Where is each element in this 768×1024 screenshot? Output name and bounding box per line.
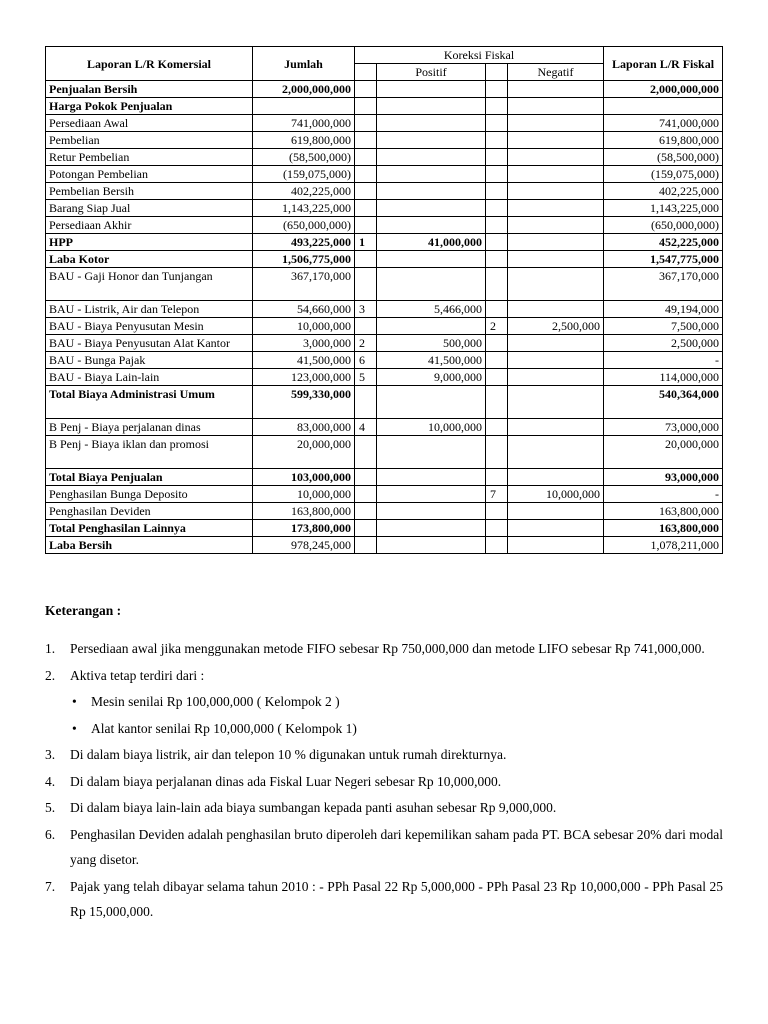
cell-neg-no — [486, 200, 508, 217]
cell-neg-val — [508, 335, 604, 352]
table-row — [46, 98, 723, 115]
header-jumlah: Jumlah — [253, 47, 355, 81]
cell-neg-no: 7 — [486, 486, 508, 503]
cell-neg-val — [508, 268, 604, 301]
cell-fiskal: 619,800,000 — [604, 132, 723, 149]
cell-fiskal: 1,078,211,000 — [604, 537, 723, 554]
cell-fiskal: - — [604, 352, 723, 369]
cell-jumlah: 163,800,000 — [253, 503, 355, 520]
cell-pos-val — [377, 318, 486, 335]
cell-jumlah: 3,000,000 — [253, 335, 355, 352]
cell-neg-val — [508, 537, 604, 554]
cell-pos-val: 9,000,000 — [377, 369, 486, 386]
header-positif: Positif — [377, 64, 486, 81]
cell-pos-val — [377, 132, 486, 149]
cell-neg-val — [508, 98, 604, 115]
cell-pos-val — [377, 268, 486, 301]
cell-fiskal: 367,170,000 — [604, 268, 723, 301]
cell-fiskal: 2,500,000 — [604, 335, 723, 352]
cell-fiskal: 49,194,000 — [604, 301, 723, 318]
cell-pos-val: 41,500,000 — [377, 352, 486, 369]
cell-pos-no — [355, 436, 377, 469]
cell-pos-val — [377, 166, 486, 183]
note-item — [45, 769, 723, 795]
cell-pos-no — [355, 386, 377, 419]
cell-label: Total Biaya Penjualan — [46, 469, 253, 486]
cell-jumlah: 493,225,000 — [253, 234, 355, 251]
table-row — [46, 436, 723, 469]
notes-section — [45, 603, 723, 926]
note-text: Mesin senilai Rp 100,000,000 ( Kelompok 2 ) — [91, 694, 340, 709]
note-item — [45, 742, 723, 768]
cell-pos-no: 5 — [355, 369, 377, 386]
cell-neg-val — [508, 149, 604, 166]
table-row — [46, 537, 723, 554]
note-text: Di dalam biaya perjalanan dinas ada Fiskal Luar Negeri sebesar Rp 10,000,000. — [70, 773, 502, 789]
cell-jumlah: 2,000,000,000 — [253, 81, 355, 98]
note-number: 2. — [45, 667, 56, 683]
cell-label: BAU - Gaji Honor dan Tunjangan — [46, 268, 253, 301]
cell-pos-no — [355, 486, 377, 503]
header-fiskal: Laporan L/R Fiskal — [604, 47, 723, 81]
note-item — [45, 795, 723, 821]
cell-label: Total Penghasilan Lainnya — [46, 520, 253, 537]
cell-pos-val: 10,000,000 — [377, 419, 486, 436]
note-text: Aktiva tetap terdiri dari : — [70, 667, 205, 683]
note-text: Di dalam biaya lain-lain ada biaya sumbangan kepada panti asuhan sebesar Rp 9,000,000. — [70, 800, 557, 815]
cell-label: Laba Kotor — [46, 251, 253, 268]
note-text: Penghasilan Deviden adalah penghasilan bruto diperoleh dari kepemilikan saham pada PT. BCA sebesar 20% dari modal yang disetor. — [70, 826, 723, 867]
note-number: 1. — [45, 641, 56, 656]
note-item — [45, 822, 723, 873]
cell-pos-no — [355, 217, 377, 234]
cell-pos-val — [377, 520, 486, 537]
cell-fiskal: 2,000,000,000 — [604, 81, 723, 98]
table-row — [46, 520, 723, 537]
cell-label: Penjualan Bersih — [46, 81, 253, 98]
cell-jumlah: 619,800,000 — [253, 132, 355, 149]
notes-heading: Keterangan : — [45, 603, 122, 618]
table-row — [46, 234, 723, 251]
cell-pos-no — [355, 98, 377, 115]
cell-jumlah: 741,000,000 — [253, 115, 355, 132]
cell-label: Pembelian — [46, 132, 253, 149]
note-number: 3. — [45, 747, 56, 762]
cell-fiskal: 7,500,000 — [604, 318, 723, 335]
note-number: 5. — [45, 800, 56, 815]
cell-pos-no — [355, 166, 377, 183]
notes-list — [45, 636, 723, 925]
cell-jumlah — [253, 98, 355, 115]
cell-fiskal: 452,225,000 — [604, 234, 723, 251]
cell-pos-no — [355, 469, 377, 486]
cell-jumlah: 83,000,000 — [253, 419, 355, 436]
cell-label: Penghasilan Bunga Deposito — [46, 486, 253, 503]
cell-neg-val — [508, 369, 604, 386]
cell-neg-no — [486, 520, 508, 537]
note-number: 6. — [45, 826, 56, 842]
note-number: 7. — [45, 878, 56, 894]
note-text: Di dalam biaya listrik, air dan telepon 10 % digunakan untuk rumah direkturnya. — [70, 747, 507, 762]
table-row — [46, 486, 723, 503]
cell-fiskal: 1,143,225,000 — [604, 200, 723, 217]
cell-neg-no — [486, 98, 508, 115]
cell-jumlah: 978,245,000 — [253, 537, 355, 554]
cell-label: BAU - Biaya Lain-lain — [46, 369, 253, 386]
cell-jumlah: 173,800,000 — [253, 520, 355, 537]
cell-fiskal: 163,800,000 — [604, 520, 723, 537]
cell-neg-val — [508, 217, 604, 234]
note-bullet — [45, 689, 723, 715]
table-row — [46, 352, 723, 369]
cell-neg-val — [508, 436, 604, 469]
cell-neg-no — [486, 335, 508, 352]
cell-pos-no — [355, 149, 377, 166]
cell-pos-val — [377, 183, 486, 200]
cell-fiskal: 1,547,775,000 — [604, 251, 723, 268]
bullet-icon: • — [72, 720, 77, 736]
cell-neg-no — [486, 537, 508, 554]
cell-pos-no — [355, 183, 377, 200]
table-row — [46, 503, 723, 520]
cell-neg-val — [508, 301, 604, 318]
table-row — [46, 369, 723, 386]
cell-neg-no — [486, 419, 508, 436]
cell-neg-val — [508, 166, 604, 183]
cell-pos-val — [377, 200, 486, 217]
cell-pos-val — [377, 486, 486, 503]
table-row — [46, 81, 723, 98]
cell-neg-val — [508, 386, 604, 419]
cell-neg-val — [508, 503, 604, 520]
cell-pos-val: 5,466,000 — [377, 301, 486, 318]
cell-pos-val: 41,000,000 — [377, 234, 486, 251]
cell-jumlah: 20,000,000 — [253, 436, 355, 469]
note-number: 4. — [45, 773, 56, 789]
cell-pos-val — [377, 436, 486, 469]
cell-pos-val — [377, 149, 486, 166]
cell-neg-val — [508, 115, 604, 132]
cell-label: BAU - Biaya Penyusutan Alat Kantor — [46, 335, 253, 352]
cell-jumlah: 41,500,000 — [253, 352, 355, 369]
cell-fiskal: 163,800,000 — [604, 503, 723, 520]
cell-neg-no — [486, 301, 508, 318]
cell-pos-no — [355, 200, 377, 217]
cell-jumlah: 1,143,225,000 — [253, 200, 355, 217]
cell-fiskal: 402,225,000 — [604, 183, 723, 200]
cell-jumlah: 123,000,000 — [253, 369, 355, 386]
cell-label: Potongan Pembelian — [46, 166, 253, 183]
cell-label: BAU - Bunga Pajak — [46, 352, 253, 369]
cell-neg-val — [508, 81, 604, 98]
cell-jumlah: 599,330,000 — [253, 386, 355, 419]
cell-neg-no — [486, 166, 508, 183]
cell-pos-val — [377, 469, 486, 486]
bullet-icon: • — [72, 694, 77, 709]
note-text: Pajak yang telah dibayar selama tahun 2010 : - PPh Pasal 22 Rp 5,000,000 - PPh Pasal 23 Rp 10,000,000 - PPh Pasal 25 Rp 15,000,000. — [70, 878, 723, 919]
table-row — [46, 115, 723, 132]
cell-neg-no: 2 — [486, 318, 508, 335]
cell-label: Retur Pembelian — [46, 149, 253, 166]
header-komersial: Laporan L/R Komersial — [46, 47, 253, 81]
cell-neg-no — [486, 217, 508, 234]
cell-neg-val — [508, 352, 604, 369]
cell-neg-val: 10,000,000 — [508, 486, 604, 503]
cell-fiskal: 93,000,000 — [604, 469, 723, 486]
cell-pos-no — [355, 520, 377, 537]
cell-label: Barang Siap Jual — [46, 200, 253, 217]
cell-neg-no — [486, 115, 508, 132]
cell-neg-val — [508, 251, 604, 268]
cell-jumlah: 54,660,000 — [253, 301, 355, 318]
table-body — [46, 81, 723, 554]
cell-neg-no — [486, 352, 508, 369]
cell-label: B Penj - Biaya perjalanan dinas — [46, 419, 253, 436]
cell-label: BAU - Listrik, Air dan Telepon — [46, 301, 253, 318]
cell-fiskal — [604, 98, 723, 115]
cell-neg-no — [486, 369, 508, 386]
cell-neg-no — [486, 469, 508, 486]
cell-pos-no: 1 — [355, 234, 377, 251]
table-row — [46, 386, 723, 419]
cell-pos-no: 2 — [355, 335, 377, 352]
cell-neg-val — [508, 520, 604, 537]
table-row — [46, 301, 723, 318]
cell-neg-val — [508, 234, 604, 251]
cell-neg-no — [486, 503, 508, 520]
cell-pos-val — [377, 251, 486, 268]
cell-pos-no — [355, 132, 377, 149]
cell-pos-no — [355, 251, 377, 268]
cell-pos-no: 6 — [355, 352, 377, 369]
header-negatif: Negatif — [508, 64, 604, 81]
cell-fiskal: 73,000,000 — [604, 419, 723, 436]
cell-neg-no — [486, 268, 508, 301]
cell-pos-no: 3 — [355, 301, 377, 318]
cell-neg-val — [508, 183, 604, 200]
cell-pos-val — [377, 537, 486, 554]
table-row — [46, 166, 723, 183]
cell-fiskal: (58,500,000) — [604, 149, 723, 166]
cell-label: Persediaan Akhir — [46, 217, 253, 234]
cell-fiskal: 114,000,000 — [604, 369, 723, 386]
cell-jumlah: 103,000,000 — [253, 469, 355, 486]
cell-fiskal: - — [604, 486, 723, 503]
cell-pos-val: 500,000 — [377, 335, 486, 352]
cell-label: HPP — [46, 234, 253, 251]
cell-pos-no: 4 — [355, 419, 377, 436]
cell-jumlah: (159,075,000) — [253, 166, 355, 183]
cell-pos-no — [355, 115, 377, 132]
cell-pos-val — [377, 217, 486, 234]
cell-label: Persediaan Awal — [46, 115, 253, 132]
cell-pos-no — [355, 318, 377, 335]
note-text: Alat kantor senilai Rp 10,000,000 ( Kelompok 1) — [91, 720, 357, 736]
cell-fiskal: (650,000,000) — [604, 217, 723, 234]
cell-jumlah: 10,000,000 — [253, 486, 355, 503]
table-row — [46, 183, 723, 200]
note-item — [45, 636, 723, 662]
table-row — [46, 132, 723, 149]
header-negatif-no — [486, 64, 508, 81]
table-row — [46, 149, 723, 166]
cell-pos-no — [355, 268, 377, 301]
cell-neg-val: 2,500,000 — [508, 318, 604, 335]
cell-pos-no — [355, 81, 377, 98]
cell-neg-val — [508, 200, 604, 217]
cell-jumlah: 10,000,000 — [253, 318, 355, 335]
cell-fiskal: 540,364,000 — [604, 386, 723, 419]
table-row — [46, 335, 723, 352]
table-row — [46, 318, 723, 335]
note-item — [45, 874, 723, 925]
cell-pos-val — [377, 386, 486, 419]
cell-label: B Penj - Biaya iklan dan promosi — [46, 436, 253, 469]
cell-neg-val — [508, 132, 604, 149]
cell-label: Laba Bersih — [46, 537, 253, 554]
header-koreksi-fiskal: Koreksi Fiskal — [355, 47, 604, 64]
cell-neg-no — [486, 386, 508, 419]
cell-jumlah: (650,000,000) — [253, 217, 355, 234]
note-item — [45, 663, 723, 689]
cell-neg-no — [486, 81, 508, 98]
cell-label: BAU - Biaya Penyusutan Mesin — [46, 318, 253, 335]
note-text: Persediaan awal jika menggunakan metode FIFO sebesar Rp 750,000,000 dan metode LIFO sebesar Rp 741,000,000. — [70, 641, 705, 656]
cell-pos-val — [377, 98, 486, 115]
cell-fiskal: 741,000,000 — [604, 115, 723, 132]
cell-jumlah: 402,225,000 — [253, 183, 355, 200]
table-row — [46, 268, 723, 301]
table-row — [46, 419, 723, 436]
cell-pos-val — [377, 115, 486, 132]
cell-label: Penghasilan Deviden — [46, 503, 253, 520]
cell-fiskal: 20,000,000 — [604, 436, 723, 469]
cell-neg-no — [486, 234, 508, 251]
cell-pos-no — [355, 503, 377, 520]
cell-neg-no — [486, 149, 508, 166]
cell-pos-no — [355, 537, 377, 554]
fiscal-report-table — [45, 46, 723, 554]
table-row — [46, 217, 723, 234]
cell-jumlah: (58,500,000) — [253, 149, 355, 166]
cell-neg-val — [508, 469, 604, 486]
table-row — [46, 200, 723, 217]
cell-fiskal: (159,075,000) — [604, 166, 723, 183]
cell-neg-no — [486, 183, 508, 200]
cell-neg-no — [486, 132, 508, 149]
cell-label: Pembelian Bersih — [46, 183, 253, 200]
cell-neg-val — [508, 419, 604, 436]
table-row — [46, 251, 723, 268]
cell-label: Harga Pokok Penjualan — [46, 98, 253, 115]
cell-label: Total Biaya Administrasi Umum — [46, 386, 253, 419]
header-positif-no — [355, 64, 377, 81]
cell-jumlah: 1,506,775,000 — [253, 251, 355, 268]
note-bullet — [45, 716, 723, 742]
cell-pos-val — [377, 81, 486, 98]
cell-neg-no — [486, 436, 508, 469]
table-row — [46, 469, 723, 486]
cell-pos-val — [377, 503, 486, 520]
cell-jumlah: 367,170,000 — [253, 268, 355, 301]
cell-neg-no — [486, 251, 508, 268]
